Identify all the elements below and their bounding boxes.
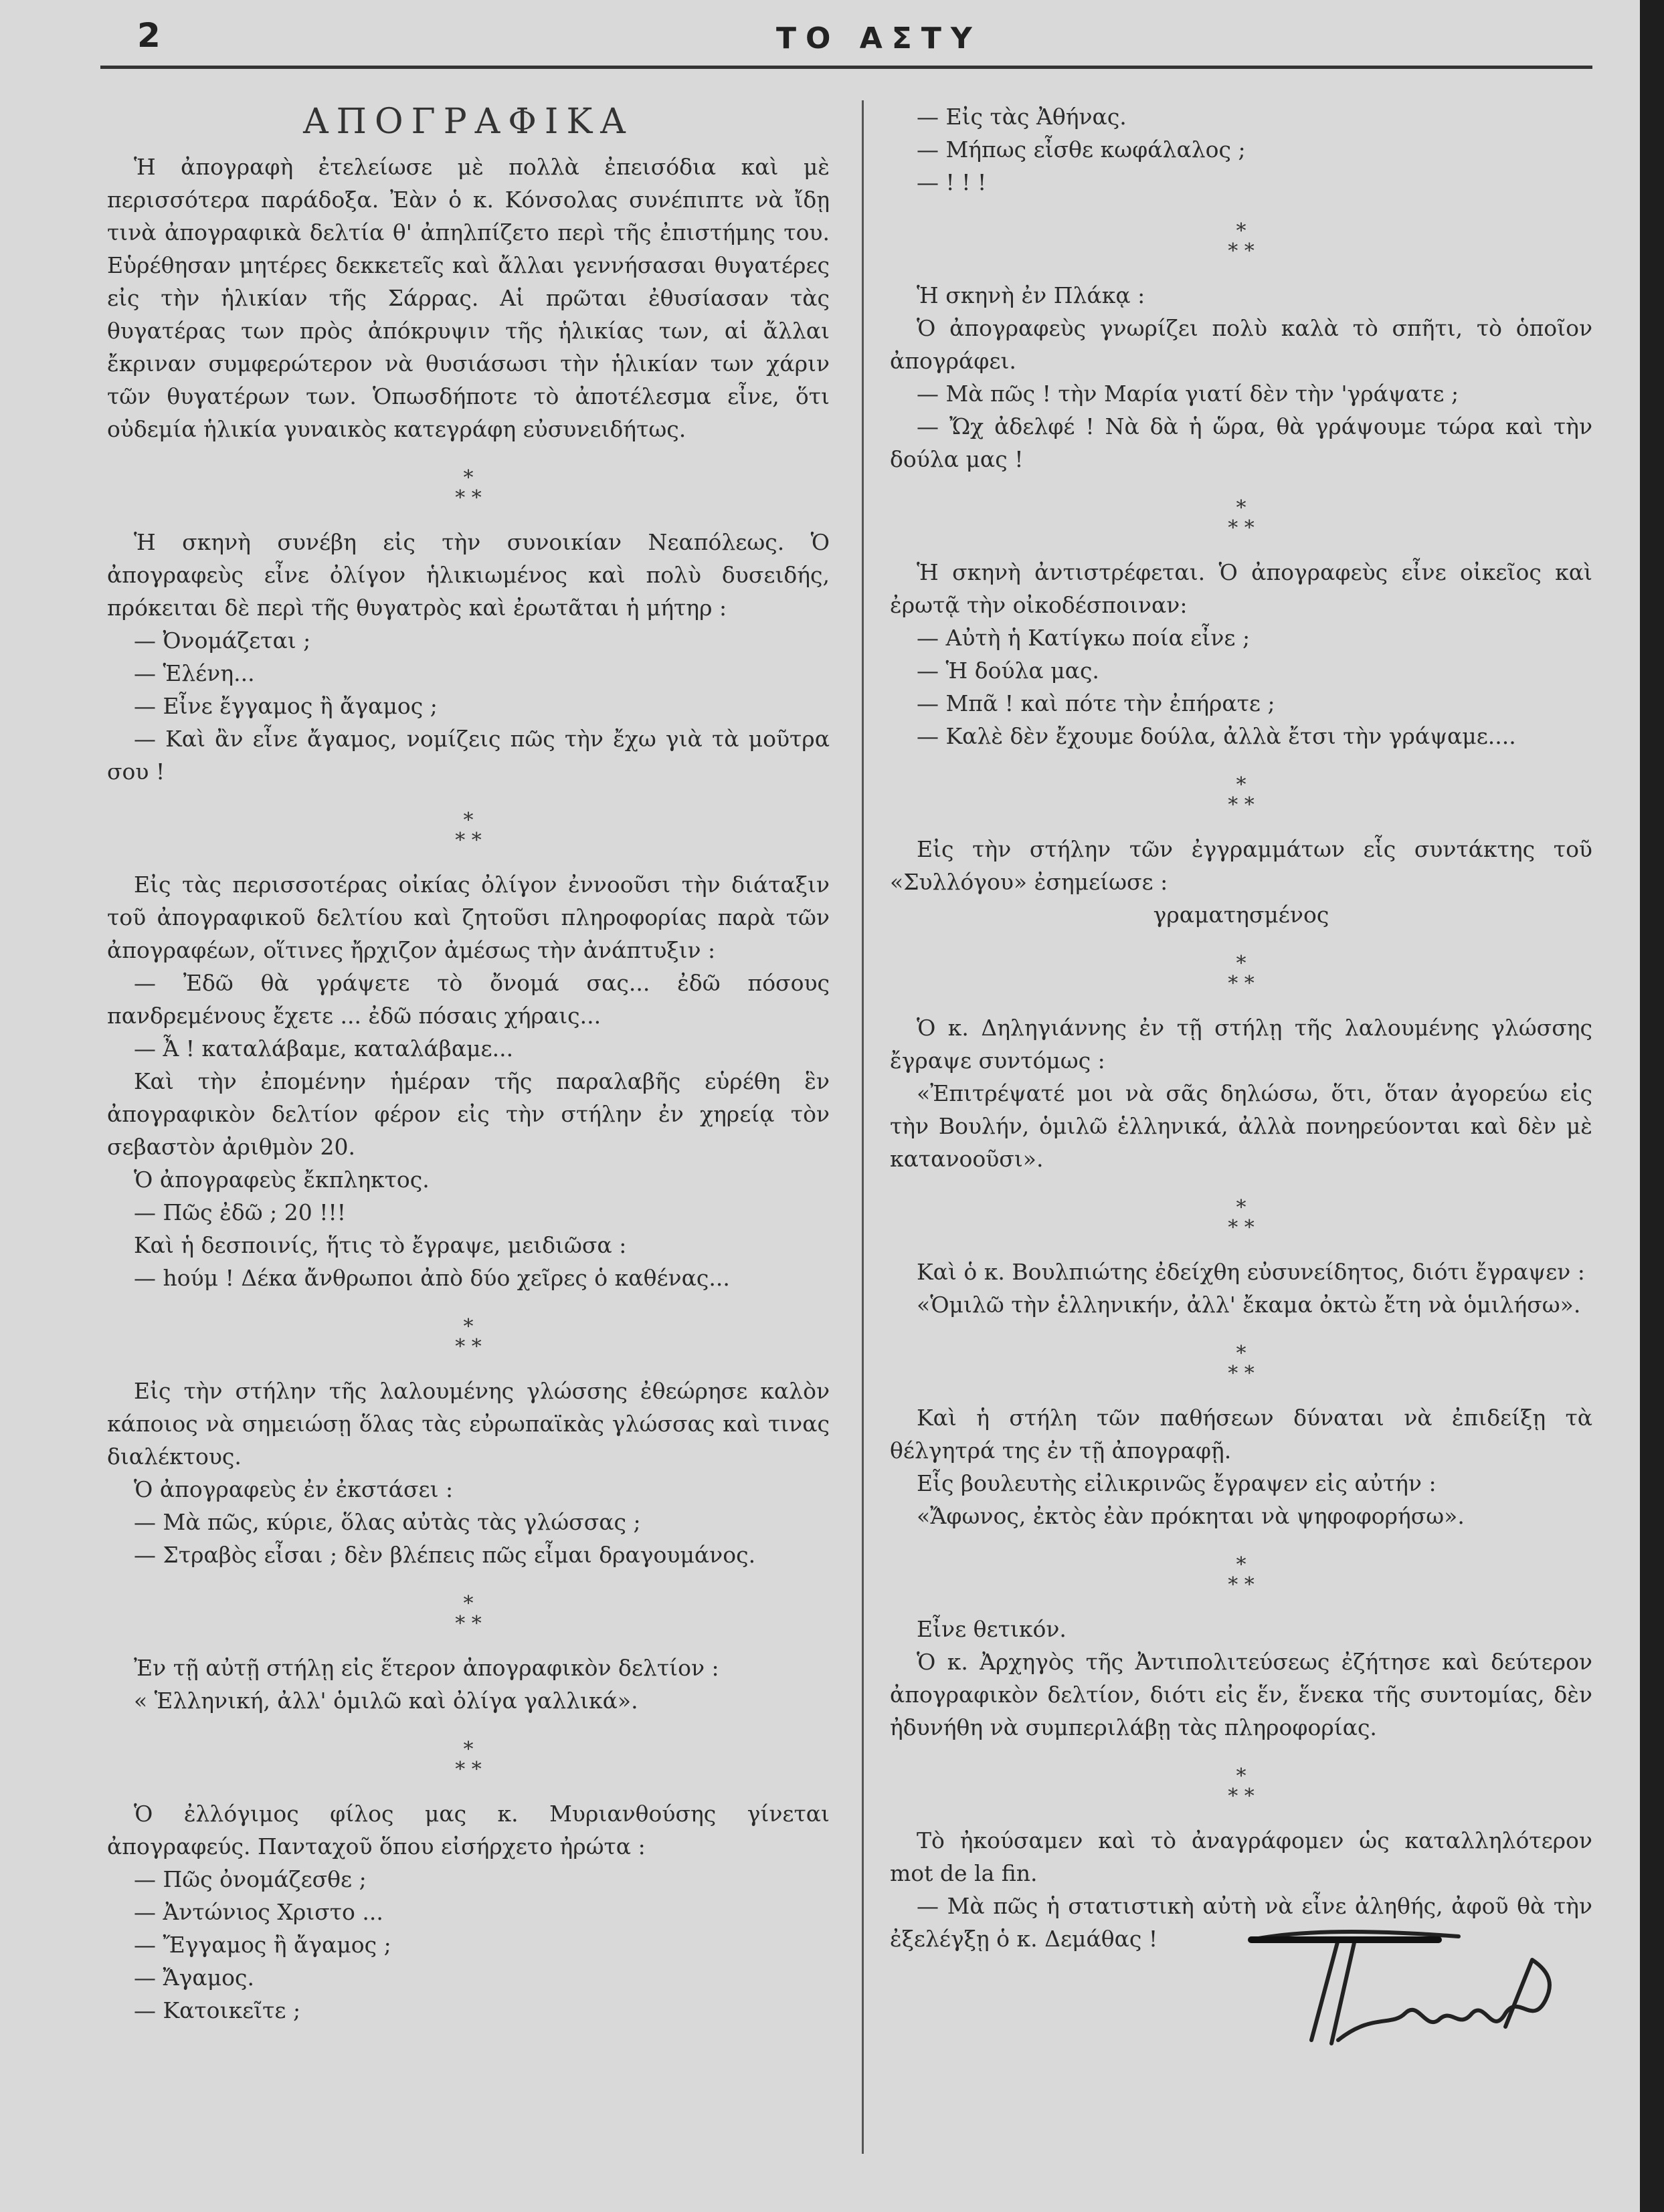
paragraph: Εἰς τὴν στήλην τῶν ἐγγραμμάτων εἷς συντάκτης τοῦ «Συλλόγου» ἐσημείωσε : <box>890 836 1592 895</box>
paragraph: Ὁ ἐλλόγιμος φίλος μας κ. Μυριανθούσης γίνεται ἀπογραφεύς. Πανταχοῦ ὅπου εἰσήρχετο ἠρώτα : <box>107 1801 830 1859</box>
paragraph: Εἷς βουλευτὴς εἰλικρινῶς ἔγραψεν εἰς αὐτήν : <box>917 1470 1437 1496</box>
paragraph: Καὶ ὁ κ. Βουλπιώτης ἐδείχθη εὐσυνείδητος, διότι ἔγραψεν : <box>917 1259 1585 1285</box>
dialogue-line: — Στραβὸς εἶσαι ; δὲν βλέπεις πῶς εἶμαι δραγουμάνος. <box>134 1542 756 1568</box>
dialogue-line: — Μήπως εἶσθε κωφάλαλος ; <box>917 136 1246 163</box>
section-separator: * * * <box>1228 1342 1255 1385</box>
dialogue-line: — Εἶνε ἔγγαμος ἢ ἄγαμος ; <box>134 693 438 719</box>
paragraph: Εἰς τὴν στήλην τῆς λαλουμένης γλώσσης ἐθεώρησε καλὸν κάποιος νὰ σημειώσῃ ὅλας τὰς εὐρωπαϊκὰς γλώσσας καὶ τινας διαλέκτους. <box>107 1378 830 1470</box>
dialogue-line: — Εἰς τὰς Ἀθήνας. <box>917 104 1127 130</box>
dialogue-line: — Ὀνομάζεται ; <box>134 627 311 653</box>
dialogue-line: «Ἄφωνος, ἐκτὸς ἐὰν πρόκηται νὰ ψηφοφορήσω». <box>917 1503 1465 1529</box>
section-separator: * * * <box>1228 1553 1255 1597</box>
dialogue-line: — Πῶς ἐδῶ ; 20 !!! <box>134 1199 346 1225</box>
scan-edge <box>1640 0 1664 2212</box>
dialogue-line: — Αὐτὴ ἡ Κατίγκω ποία εἶνε ; <box>917 625 1251 651</box>
header-rule <box>100 66 1592 69</box>
masthead: ΤΟ ΑΣΤΥ <box>776 21 982 56</box>
paragraph: Καὶ ἡ στήλη τῶν παθήσεων δύναται νὰ ἐπιδείξῃ τὰ θέλγητρά της ἐν τῇ ἀπογραφῇ. <box>890 1405 1592 1464</box>
right-column <box>890 100 1592 1955</box>
paragraph: Εἰς τὰς περισσοτέρας οἰκίας ὀλίγον ἐννοοῦσι τὴν διάταξιν τοῦ ἀπογραφικοῦ δελτίου καὶ ζητοῦσι πληροφορίας παρὰ τῶν ἀπογραφέων, οἵτινες ἤρχιζον ἀμέσως τὴν ἀνάπτυξιν : <box>107 872 830 963</box>
signature <box>1238 1913 1559 2060</box>
section-separator: * * * <box>455 466 482 510</box>
paragraph: — Ἐδῶ θὰ γράψετε τὸ ὄνομά σας... ἐδῶ πόσους πανδρεμένους ἔχετε ... ἐδῶ πόσαις χήραις... <box>107 970 830 1029</box>
dialogue-line: — Ἄγαμος. <box>134 1965 255 1991</box>
section-separator: * * * <box>455 1738 482 1781</box>
paragraph: Τὸ ἠκούσαμεν καὶ τὸ ἀναγράφομεν ὡς καταλληλότερον mot de la fin. <box>890 1827 1592 1886</box>
paragraph: Καὶ τὴν ἐπομένην ἡμέραν τῆς παραλαβῆς εὑρέθη ἓν ἀπογραφικὸν δελτίον φέρον εἰς τὴν στήλην ἐν χηρείᾳ τὸν σεβαστὸν ἀριθμὸν 20. <box>107 1068 830 1160</box>
paragraph: Ὁ ἀπογραφεὺς ἔκπληκτος. <box>134 1167 430 1193</box>
dialogue-line: — hούμ ! Δέκα ἄνθρωποι ἀπὸ δύο χεῖρες ὁ καθένας... <box>134 1265 730 1291</box>
paragraph: Ὁ κ. Δηληγιάννης ἐν τῇ στήλῃ τῆς λαλουμένης γλώσσης ἔγραψε συντόμως : <box>890 1015 1592 1074</box>
dialogue-line: — Πῶς ὀνομάζεσθε ; <box>134 1866 367 1892</box>
paragraph: «Ὁμιλῶ τὴν ἑλληνικήν, ἀλλ' ἔκαμα ὀκτὼ ἔτη νὰ ὁμιλήσω». <box>917 1292 1581 1318</box>
dialogue-line: — Ἀντώνιος Χριστο ... <box>134 1899 383 1925</box>
section-separator: * * * <box>455 1592 482 1635</box>
paragraph: Εἶνε θετικόν. <box>917 1616 1067 1642</box>
dialogue-line: — Ἑλένη... <box>134 660 255 686</box>
dialogue-line: — Ἔγγαμος ἢ ἄγαμος ; <box>134 1932 391 1958</box>
paragraph: Ἡ σκηνὴ ἐν Πλάκᾳ : <box>917 282 1145 308</box>
paragraph: Ὁ ἀπογραφεὺς γνωρίζει πολὺ καλὰ τὸ σπῆτι, τὸ ὁποῖον ἀπογράφει. <box>890 315 1592 374</box>
paragraph: «Ἐπιτρέψατέ μοι νὰ σᾶς δηλώσω, ὅτι, ὅταν ἀγορεύω εἰς τὴν Βουλήν, ὁμιλῶ ἑλληνικά, ἀλλὰ πονηρεύονται καὶ δὲν μὲ κατανοοῦσι». <box>890 1080 1592 1172</box>
section-separator: * * * <box>1228 773 1255 817</box>
paragraph: Ἐν τῇ αὐτῇ στήλῃ εἰς ἕτερον ἀπογραφικὸν δελτίον : <box>134 1655 719 1681</box>
paragraph: Ἡ ἀπογραφὴ ἐτελείωσε μὲ πολλὰ ἐπεισόδια καὶ μὲ περισσότερα παράδοξα. Ἐὰν ὁ κ. Κόνσολας συνέπιπτε νὰ ἴδῃ τινὰ ἀπογραφικὰ δελτία θ' ἀπηλπίζετο περὶ τῆς ἐπιστήμης του. Εὑρέθησαν μητέρες δεκκετεῖς καὶ ἄλλαι γεννήσασαι θυγατέρες εἰς τὴν ἡλικίαν τῆς Σάρρας. Αἱ πρῶται ἐθυσίασαν τὰς θυγατέρας των πρὸς ἀπόκρυψιν τῆς ἡλικίας των, αἱ ἄλλαι ἔκριναν συμφερώτερον νὰ θυσιάσωσι τὴν ἡλικίαν των χάριν τῶν θυγατέρων των. Ὁπωσδήποτε τὸ ἀποτέλεσμα εἶνε, ὅτι οὐδεμία ἡλικία γυναικὸς κατεγράφη εὐσυνειδήτως. <box>107 154 830 442</box>
column-divider <box>862 100 864 2154</box>
section-separator: * * * <box>455 1315 482 1359</box>
section-separator: * * * <box>1228 219 1255 263</box>
dialogue-line: — Μὰ πῶς ! τὴν Μαρία γιατί δὲν τὴν 'γράψατε ; <box>917 381 1459 407</box>
paragraph: — Μὰ πῶς ἡ στατιστικὴ αὐτὴ νὰ εἶνε ἀληθής, ἀφοῦ θὰ τὴν ἐξελέγξῃ ὁ κ. Δεμάθας ! <box>890 1893 1592 1952</box>
dialogue-line: — Ἡ δούλα μας. <box>917 658 1099 684</box>
paragraph: γραματησμένος <box>1153 902 1329 928</box>
dialogue-line: — Κατοικεῖτε ; <box>134 1997 301 2023</box>
paragraph: Καὶ ἡ δεσποινίς, ἥτις τὸ ἔγραψε, μειδιῶσα : <box>134 1232 627 1258</box>
section-separator: * * * <box>1228 1196 1255 1239</box>
right-column-body <box>890 100 1592 1955</box>
page-header <box>0 0 1606 74</box>
paragraph: Ὁ ἀπογραφεὺς ἐν ἐκστάσει : <box>134 1476 454 1502</box>
dialogue-line: « Ἑλληνική, ἀλλ' ὁμιλῶ καὶ ὀλίγα γαλλικά». <box>134 1688 638 1714</box>
dialogue-line: — ! ! ! <box>917 169 987 195</box>
paragraph: — Ὤχ ἀδελφέ ! Νὰ δὰ ἡ ὥρα, θὰ γράψουμε τώρα καὶ τὴν δούλα μας ! <box>890 413 1592 472</box>
section-separator: * * * <box>455 809 482 852</box>
section-separator: * * * <box>1228 496 1255 540</box>
paragraph: Ἡ σκηνὴ ἀντιστρέφεται. Ὁ ἀπογραφεὺς εἶνε οἰκεῖος καὶ ἐρωτᾷ τὴν οἰκοδέσποιναν: <box>890 559 1592 618</box>
paragraph: — Καὶ ἂν εἶνε ἄγαμος, νομίζεις πῶς τὴν ἔχω γιὰ τὰ μοῦτρα σου ! <box>107 726 830 785</box>
dialogue-line: — Καλὲ δὲν ἔχουμε δούλα, ἀλλὰ ἔτσι τὴν γράψαμε.... <box>917 723 1516 749</box>
page-number: 2 <box>137 16 161 55</box>
dialogue-line: — Ἆ ! καταλάβαμε, καταλάβαμε... <box>134 1035 514 1062</box>
paragraph: Ὁ κ. Ἀρχηγὸς τῆς Ἀντιπολιτεύσεως ἐζήτησε καὶ δεύτερον ἀπογραφικὸν δελτίον, διότι εἰς ἕν, ἕνεκα τῆς συντομίας, δὲν ἠδυνήθη νὰ συμπεριλάβῃ τὰς πληροφορίας. <box>890 1649 1592 1740</box>
dialogue-line: — Μπᾶ ! καὶ πότε τὴν ἐπήρατε ; <box>917 690 1275 716</box>
left-column-body <box>107 150 830 2027</box>
left-column <box>107 100 830 2027</box>
section-separator: * * * <box>1228 1765 1255 1808</box>
dialogue-line: — Μὰ πῶς, κύριε, ὅλας αὐτὰς τὰς γλώσσας ; <box>134 1509 641 1535</box>
section-separator: * * * <box>1228 952 1255 995</box>
paragraph: Ἡ σκηνὴ συνέβη εἰς τὴν συνοικίαν Νεαπόλεως. Ὁ ἀπογραφεὺς εἶνε ὀλίγον ἡλικιωμένος καὶ πολὺ δυσειδής, πρόκειται δὲ περὶ τῆς θυγατρὸς καὶ ἐρωτᾶται ἡ μήτηρ : <box>107 529 830 621</box>
article-title: ΑΠΟΓΡΑΦΙΚΑ <box>303 102 634 142</box>
